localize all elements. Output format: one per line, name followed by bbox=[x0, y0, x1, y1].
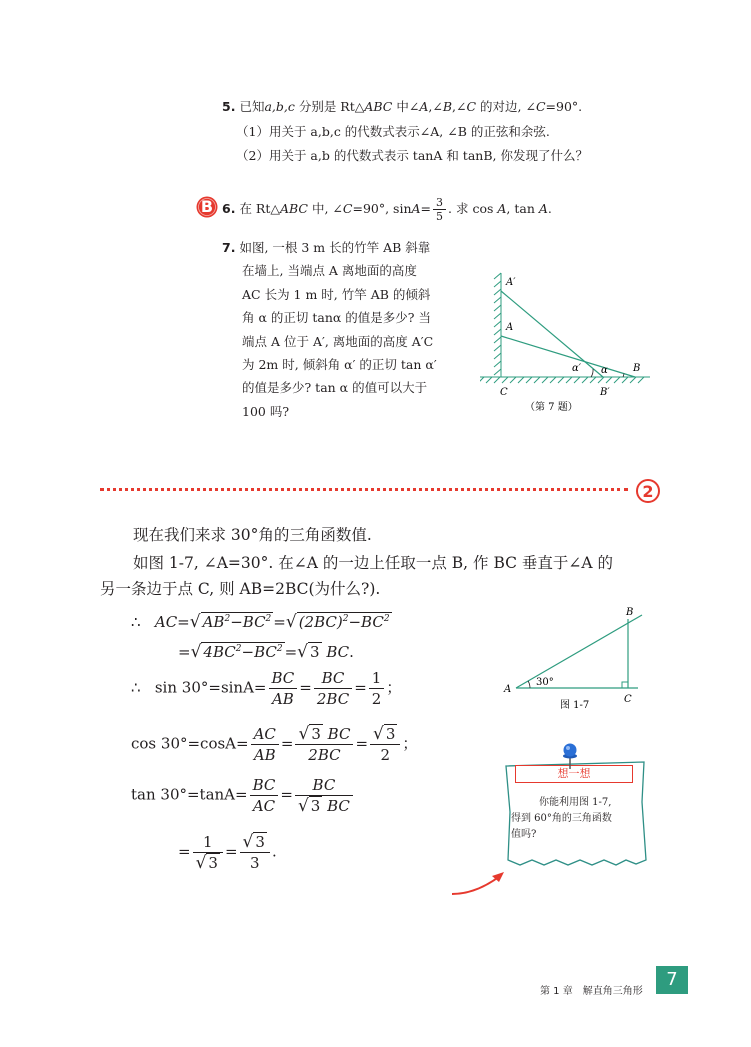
label-b: B bbox=[633, 363, 641, 374]
exercise-number: 6. bbox=[222, 201, 236, 216]
fraction-three-fifths: $\frac{3}{5}$ bbox=[433, 196, 446, 223]
svg-text:2: 2 bbox=[642, 482, 654, 501]
section-divider bbox=[100, 488, 628, 491]
page-number-tab: 7 bbox=[656, 966, 688, 994]
angle-30-arc bbox=[528, 681, 530, 688]
exercise-number: 7. bbox=[222, 240, 236, 255]
paragraph-intro: 现在我们来求 30°角的三角函数值. bbox=[133, 526, 372, 544]
label-c: C bbox=[500, 387, 508, 398]
equation-ac: ∴ AC=√ $AB^2-BC^2$ =√ $(2BC)^2-BC^2$ bbox=[131, 612, 390, 632]
ground-hatch bbox=[480, 377, 650, 383]
label-c: C bbox=[624, 694, 632, 705]
label-alpha-prime: α′ bbox=[572, 363, 582, 374]
right-angle-mark bbox=[622, 682, 628, 688]
equation-tan30: tan 30°=tanA= $\frac{BC}{AC}$ = $\frac{BC}{√ 3 BC}$ bbox=[131, 775, 355, 816]
exercise-5-line: 5. 已知a,b,c 分别是 Rt△ABC 中∠A,∠B,∠C 的对边, ∠C=90°. bbox=[222, 99, 583, 114]
pushpin-icon bbox=[561, 742, 579, 770]
exercise-6-line: 6. 在 Rt△ABC 中, ∠C=90°, sinA= $\frac{3}{5}$ . 求 cos A, tan A. bbox=[222, 196, 552, 223]
label-b-prime: B′ bbox=[600, 387, 610, 398]
equation-cos30: cos 30°=cosA= $\frac{AC}{AB}$ = $\frac{√ 3 BC}{2BC}$ = $\frac{√ 3}{2}$ ； bbox=[131, 724, 418, 764]
exercise-5-part-2: （2）用关于 a,b 的代数式表示 tanA 和 tanB, 你发现了什么？ bbox=[236, 148, 588, 163]
label-a: A bbox=[504, 684, 512, 695]
equation-sin30: ∴ sin 30°=sinA= $\frac{BC}{AB}$ = $\frac{BC}{2BC}$ = $\frac{1}{2}$ ； bbox=[131, 669, 402, 708]
exercise-5-part-1: （1）用关于 a,b,c 的代数式表示∠A, ∠B 的正弦和余弦. bbox=[236, 124, 550, 139]
exercise-7-text: 7. 如图, 一根 3 m 长的竹竿 AB 斜靠 在墙上, 当端点 A 离地面的高度 AC 长为 1 m 时, 竹竿 AB 的倾斜 角 α 的正切 tanα 的值是多少? 当 端点 A 位于 A′, 离地面的高度 A′C 为 2m 时, 倾斜角 α′ 的正切 tan α′ 的值是多少? tan α 的值可以大于 100 吗? bbox=[222, 240, 437, 419]
side-ab bbox=[516, 615, 642, 688]
figure-7-caption: （第 7 题） bbox=[525, 402, 578, 413]
figure-1-7-caption: 图 1-7 bbox=[560, 700, 590, 711]
label-b: B bbox=[626, 607, 634, 618]
pole-a-b bbox=[501, 336, 635, 377]
think-body: 你能利用图 1-7, 得到 60°角的三角函数 值吗? bbox=[511, 797, 612, 840]
angle-alpha-prime-arc bbox=[591, 369, 593, 377]
pole-a-prime-b-prime bbox=[501, 291, 603, 377]
think-title: 想一想 bbox=[515, 765, 633, 783]
figure-1-7 bbox=[500, 603, 660, 713]
section-number-badge bbox=[635, 478, 661, 504]
level-b-badge: B bbox=[196, 196, 218, 218]
label-a: A bbox=[506, 322, 514, 333]
label-angle: 30° bbox=[536, 677, 554, 688]
paragraph-setup-line1: 如图 1-7, ∠A=30°. 在∠A 的一边上任取一点 B, 作 BC 垂直于∠A 的 bbox=[133, 554, 614, 572]
ladder-figure bbox=[480, 265, 660, 415]
exercise-number: 5. bbox=[222, 99, 236, 114]
equation-tan30-continued: = $\frac{1}{√ 3}$ = $\frac{√ 3}{3}$ . bbox=[178, 832, 277, 873]
paragraph-setup-line2: 另一条边于点 C, 则 AB=2BC(为什么?). bbox=[100, 580, 381, 598]
chapter-footer: 第 1 章 解直角三角形 bbox=[540, 986, 643, 997]
wall-hatch bbox=[494, 273, 501, 377]
equation-ac-continued: =√ $4BC^2-BC^2$ =√ 3 BC. bbox=[178, 642, 354, 662]
label-a-prime: A′ bbox=[506, 277, 516, 288]
label-alpha: α bbox=[601, 365, 608, 376]
red-arrow-icon bbox=[448, 868, 508, 898]
